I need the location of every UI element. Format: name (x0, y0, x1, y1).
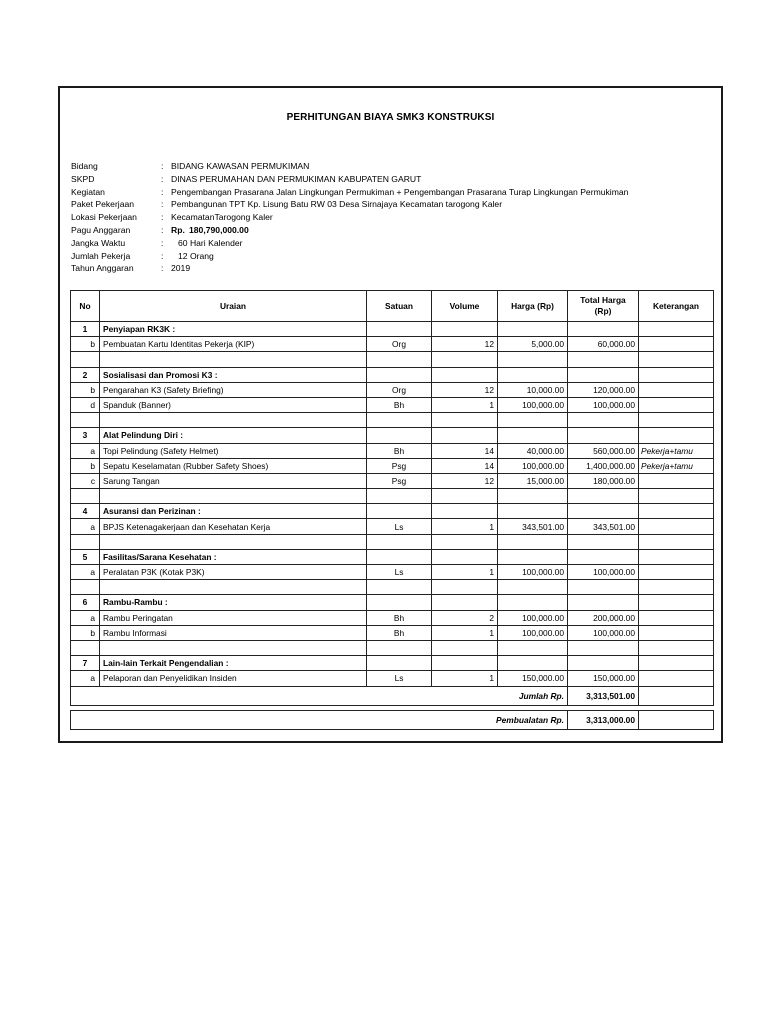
table-cell (432, 352, 498, 367)
table-cell (568, 489, 639, 504)
category-title: Lain-lain Terkait Pengendalian : (100, 656, 367, 671)
table-cell (432, 549, 498, 564)
table-cell (432, 595, 498, 610)
table-cell (367, 656, 432, 671)
item-volume: 12 (432, 337, 498, 352)
blank-row (71, 640, 714, 655)
item-letter: b (71, 458, 100, 473)
row-number: 7 (71, 656, 100, 671)
table-cell (639, 580, 714, 595)
header-satuan: Satuan (367, 291, 432, 322)
item-satuan: Bh (367, 610, 432, 625)
cost-table (70, 290, 714, 730)
table-cell (432, 656, 498, 671)
item-total: 100,000.00 (568, 625, 639, 640)
header-harga: Harga (Rp) (498, 291, 568, 322)
table-cell (367, 580, 432, 595)
item-description: Rambu Informasi (100, 625, 367, 640)
item-satuan: Psg (367, 473, 432, 488)
item-description: Sepatu Keselamatan (Rubber Safety Shoes) (100, 458, 367, 473)
table-cell (498, 640, 568, 655)
item-total: 180,000.00 (568, 473, 639, 488)
table-cell (568, 656, 639, 671)
item-volume: 1 (432, 671, 498, 686)
item-keterangan (639, 382, 714, 397)
table-cell (568, 428, 639, 443)
table-cell (498, 595, 568, 610)
item-volume: 1 (432, 519, 498, 534)
item-satuan: Ls (367, 519, 432, 534)
table-cell (639, 549, 714, 564)
table-cell (639, 710, 714, 729)
item-harga: 100,000.00 (498, 565, 568, 580)
item-letter: a (71, 671, 100, 686)
table-cell (367, 352, 432, 367)
table-cell (100, 352, 367, 367)
item-total: 120,000.00 (568, 382, 639, 397)
item-description: Pengarahan K3 (Safety Briefing) (100, 382, 367, 397)
header-volume: Volume (432, 291, 498, 322)
category-row (71, 595, 714, 610)
item-satuan: Org (367, 382, 432, 397)
table-row (71, 337, 714, 352)
table-cell (367, 413, 432, 428)
table-row (71, 625, 714, 640)
table-cell (639, 595, 714, 610)
item-total: 100,000.00 (568, 565, 639, 580)
item-keterangan (639, 397, 714, 412)
item-harga: 100,000.00 (498, 397, 568, 412)
table-cell (432, 428, 498, 443)
category-row (71, 367, 714, 382)
table-cell (498, 504, 568, 519)
item-total: 100,000.00 (568, 397, 639, 412)
item-total: 1,400,000.00 (568, 458, 639, 473)
item-harga: 15,000.00 (498, 473, 568, 488)
row-number: 2 (71, 367, 100, 382)
item-harga: 40,000.00 (498, 443, 568, 458)
table-cell (568, 595, 639, 610)
blank-row (71, 413, 714, 428)
table-cell (100, 580, 367, 595)
header-total-harga: Total Harga (Rp) (568, 291, 639, 322)
table-cell (498, 534, 568, 549)
category-row (71, 656, 714, 671)
table-cell (367, 489, 432, 504)
item-total: 343,501.00 (568, 519, 639, 534)
table-cell (432, 534, 498, 549)
item-harga: 5,000.00 (498, 337, 568, 352)
item-volume: 12 (432, 382, 498, 397)
item-satuan: Ls (367, 671, 432, 686)
header-uraian: Uraian (100, 291, 367, 322)
row-number: 4 (71, 504, 100, 519)
table-cell (100, 489, 367, 504)
item-satuan: Bh (367, 397, 432, 412)
table-cell (367, 428, 432, 443)
table-cell (498, 656, 568, 671)
table-row (71, 443, 714, 458)
table-cell (568, 549, 639, 564)
table-cell (71, 413, 100, 428)
table-cell (498, 367, 568, 382)
table-cell (71, 640, 100, 655)
item-letter: a (71, 519, 100, 534)
table-row (71, 565, 714, 580)
document-frame: PERHITUNGAN BIAYA SMK3 KONSTRUKSI Bidang : BIDANG KAWASAN PERMUKIMAN SKPD : DINAS PERUMAHAN DAN PERMUKIMAN KABUPATEN GARUT Kegiatan : Pengembangan Prasarana Jalan Lingkungan Permukiman + Pengembangan Prasarana Turap Lingkungan Permukiman Paket Pekerjaan : Pembangunan TPT Kp. Lisung Batu RW 03 Desa Sirnajaya Kecamatan tarogong Kaler Lokasi Pekerjaan : KecamatanTarogong Kaler Pagu Anggaran : Rp. 180,790,000.00 Jangka Waktu : 60 Hari Kalender Jumlah Pekerja : 12 Orang Tahun Anggaran : 2019 No Uraian Satuan Volume Harga (Rp) Total Harga (Rp) Keterangan 1 Penyiapan RK3K : b Pembuatan Kartu Identitas Pekerja (KIP) Org 12 5,000.00 60,000.00 2 Sosialisasi dan Promosi K3 : b Pengarahan K3 (Safety Briefing) Org 12 10,000.00 120,000.00 d Spanduk (Banner) Bh 1 100,000.00 100,000.00 3 Alat Pelindung Diri : a Topi Pelindung (Safety Helmet) Bh 14 40,000.00 560,000.00 Pekerja+tamu b Sepatu Keselamatan (Rubber Safety Shoes) Psg 14 100,000.00 1,400,000.00 Pekerja+tamu c Sarung Tangan Psg 12 15,000.00 180,000.00 4 Asuransi dan Perizinan : a BPJS Ketenagakerjaan dan Kesehatan Kerja Ls 1 343,501.00 343,501.00 5 Fasilitas/Sarana Kesehatan : a Peralatan P3K (Kotak P3K) Ls 1 100,000.00 100,000.00 6 Rambu-Rambu : a Rambu Peringatan Bh 2 100,000.00 200,000.00 b Rambu Informasi Bh 1 100,000.00 100,000.00 7 Lain-lain Terkait Pengendalian : a Pelaporan dan Penyelidikan Insiden Ls 1 150,000.00 150,000.00 Jumlah Rp. 3,313,501.00 Pembualatan Rp. 3,313,000.00 (58, 86, 723, 743)
table-cell (367, 534, 432, 549)
category-row (71, 549, 714, 564)
table-cell (367, 367, 432, 382)
table-cell (367, 640, 432, 655)
item-volume: 2 (432, 610, 498, 625)
table-cell (100, 413, 367, 428)
pembulatan-label: Pembualatan Rp. (71, 710, 568, 729)
table-header-row (71, 291, 714, 322)
table-cell (568, 504, 639, 519)
category-title: Rambu-Rambu : (100, 595, 367, 610)
item-keterangan (639, 625, 714, 640)
table-cell (639, 534, 714, 549)
table-cell (71, 352, 100, 367)
table-cell (71, 489, 100, 504)
table-cell (498, 413, 568, 428)
table-cell (71, 534, 100, 549)
header-no: No (71, 291, 100, 322)
table-cell (568, 352, 639, 367)
table-cell (568, 640, 639, 655)
table-cell (639, 428, 714, 443)
item-volume: 1 (432, 625, 498, 640)
table-cell (639, 413, 714, 428)
table-cell (432, 504, 498, 519)
item-volume: 1 (432, 565, 498, 580)
item-harga: 100,000.00 (498, 458, 568, 473)
category-title: Penyiapan RK3K : (100, 322, 367, 337)
pembulatan-row (71, 710, 714, 729)
table-cell (432, 367, 498, 382)
item-letter: b (71, 625, 100, 640)
row-number: 3 (71, 428, 100, 443)
item-letter: a (71, 610, 100, 625)
table-cell (568, 367, 639, 382)
item-description: Pembuatan Kartu Identitas Pekerja (KIP) (100, 337, 367, 352)
row-number: 5 (71, 549, 100, 564)
blank-row (71, 534, 714, 549)
item-keterangan (639, 473, 714, 488)
item-harga: 100,000.00 (498, 625, 568, 640)
table-row (71, 473, 714, 488)
item-keterangan (639, 671, 714, 686)
table-cell (498, 580, 568, 595)
table-cell (432, 489, 498, 504)
item-harga: 150,000.00 (498, 671, 568, 686)
item-harga: 343,501.00 (498, 519, 568, 534)
table-cell (432, 322, 498, 337)
item-volume: 14 (432, 443, 498, 458)
item-volume: 1 (432, 397, 498, 412)
item-keterangan: Pekerja+tamu (639, 443, 714, 458)
table-row (71, 610, 714, 625)
table-cell (100, 534, 367, 549)
item-keterangan (639, 610, 714, 625)
table-cell (639, 656, 714, 671)
table-cell (568, 322, 639, 337)
table-cell (498, 428, 568, 443)
blank-row (71, 580, 714, 595)
item-harga: 100,000.00 (498, 610, 568, 625)
item-letter: b (71, 382, 100, 397)
table-cell (367, 504, 432, 519)
table-row (71, 382, 714, 397)
table-cell (639, 489, 714, 504)
row-number: 1 (71, 322, 100, 337)
table-cell (498, 489, 568, 504)
item-letter: c (71, 473, 100, 488)
item-letter: a (71, 443, 100, 458)
item-letter: d (71, 397, 100, 412)
table-cell (568, 534, 639, 549)
jumlah-value: 3,313,501.00 (568, 686, 639, 705)
item-description: Topi Pelindung (Safety Helmet) (100, 443, 367, 458)
blank-row (71, 489, 714, 504)
blank-row (71, 352, 714, 367)
item-description: Spanduk (Banner) (100, 397, 367, 412)
category-title: Sosialisasi dan Promosi K3 : (100, 367, 367, 382)
table-body (71, 322, 714, 687)
item-satuan: Ls (367, 565, 432, 580)
category-row (71, 428, 714, 443)
category-row (71, 322, 714, 337)
item-satuan: Org (367, 337, 432, 352)
item-description: BPJS Ketenagakerjaan dan Kesehatan Kerja (100, 519, 367, 534)
row-number: 6 (71, 595, 100, 610)
table-cell (432, 640, 498, 655)
table-cell (639, 640, 714, 655)
jumlah-row (71, 686, 714, 705)
jumlah-label: Jumlah Rp. (71, 686, 568, 705)
table-cell (71, 580, 100, 595)
category-title: Alat Pelindung Diri : (100, 428, 367, 443)
item-description: Pelaporan dan Penyelidikan Insiden (100, 671, 367, 686)
item-total: 150,000.00 (568, 671, 639, 686)
table-cell (639, 504, 714, 519)
item-letter: b (71, 337, 100, 352)
item-description: Rambu Peringatan (100, 610, 367, 625)
pembulatan-value: 3,313,000.00 (568, 710, 639, 729)
table-row (71, 519, 714, 534)
item-satuan: Bh (367, 625, 432, 640)
table-cell (568, 580, 639, 595)
item-satuan: Psg (367, 458, 432, 473)
item-satuan: Bh (367, 443, 432, 458)
table-row (71, 397, 714, 412)
item-keterangan (639, 565, 714, 580)
item-keterangan: Pekerja+tamu (639, 458, 714, 473)
table-cell (367, 549, 432, 564)
table-cell (639, 686, 714, 705)
item-description: Peralatan P3K (Kotak P3K) (100, 565, 367, 580)
table-cell (367, 322, 432, 337)
table-cell (498, 352, 568, 367)
table-cell (568, 413, 639, 428)
table-cell (432, 413, 498, 428)
table-cell (367, 595, 432, 610)
category-title: Fasilitas/Sarana Kesehatan : (100, 549, 367, 564)
table-cell (639, 367, 714, 382)
item-keterangan (639, 337, 714, 352)
item-volume: 14 (432, 458, 498, 473)
table-cell (498, 322, 568, 337)
item-harga: 10,000.00 (498, 382, 568, 397)
item-keterangan (639, 519, 714, 534)
header-keterangan: Keterangan (639, 291, 714, 322)
table-cell (100, 640, 367, 655)
table-row (71, 671, 714, 686)
document-title: PERHITUNGAN BIAYA SMK3 KONSTRUKSI (286, 112, 495, 123)
table-cell (498, 549, 568, 564)
item-letter: a (71, 565, 100, 580)
item-description: Sarung Tangan (100, 473, 367, 488)
table-row (71, 458, 714, 473)
item-total: 60,000.00 (568, 337, 639, 352)
table-cell (639, 352, 714, 367)
item-total: 200,000.00 (568, 610, 639, 625)
category-title: Asuransi dan Perizinan : (100, 504, 367, 519)
category-row (71, 504, 714, 519)
table-cell (432, 580, 498, 595)
item-volume: 12 (432, 473, 498, 488)
item-total: 560,000.00 (568, 443, 639, 458)
table-cell (639, 322, 714, 337)
